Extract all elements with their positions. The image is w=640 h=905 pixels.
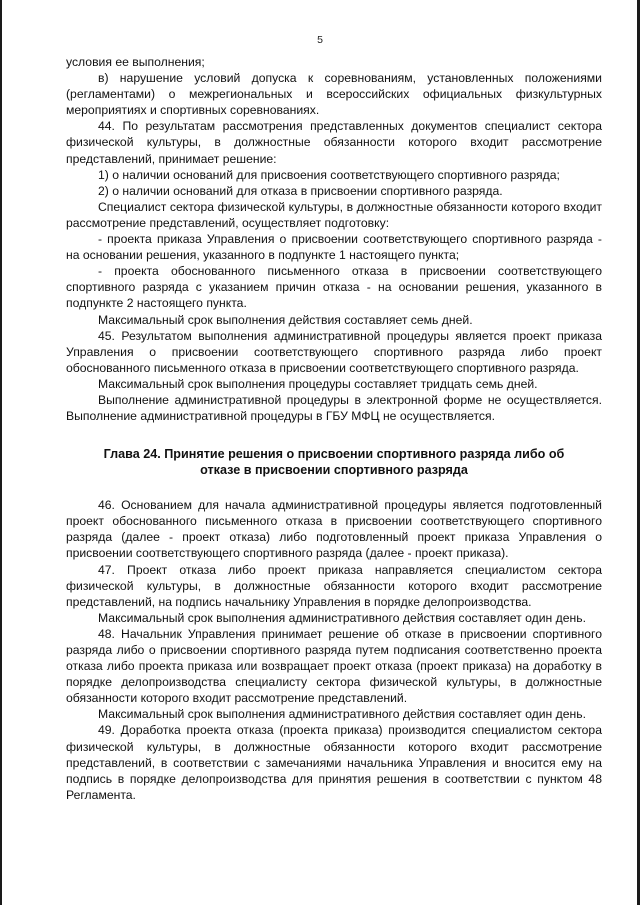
paragraph: Максимальный срок выполнения административного действия составляет один день. — [98, 610, 587, 625]
page-number: 5 — [317, 34, 323, 46]
paragraph: 44. По результатам рассмотрения представленных документов специалист сектора физической культуры, в должностные обязанности которого входит рассмотрение представлений, принимает решение: — [66, 119, 602, 166]
paragraph: - проекта обоснованного письменного отказа в присвоении соответствующего спортивного разряда с указанием причин отказа - на основании решения, указанного в подпункте 2 настоящего пункта. — [66, 264, 602, 311]
paragraph: Максимальный срок выполнения процедуры составляет тридцать семь дней. — [98, 376, 538, 391]
paragraph: 46. Основанием для начала административной процедуры является подготовленный проект обоснованного письменного отказа в присвоении соответствующего спортивного разряда (далее - проект отказа) либо подготовленный проект приказа Управления о присвоении соответствующего спортивного разряда (далее - проект приказа). — [66, 498, 602, 561]
paragraph: 2) о наличии оснований для отказа в присвоении спортивного разряда. — [98, 183, 503, 198]
chapter-heading-line-1: Глава 24. Принятие решения о присвоении спортивного разряда либо об — [103, 447, 565, 462]
paragraphs-after-heading — [66, 497, 602, 803]
paragraph: Выполнение административной процедуры в электронной форме не осуществляется. Выполнение административной процедуры в ГБУ МФЦ не осуществляется. — [66, 392, 602, 424]
chapter-heading — [66, 446, 602, 478]
paragraph: Максимальный срок выполнения административного действия составляет один день. — [98, 707, 587, 722]
paragraphs-before-heading — [66, 54, 602, 424]
paragraph: 48. Начальник Управления принимает решение об отказе в присвоении спортивного разряда либо о присвоении спортивного разряда путем подписания соответственно проекта отказа либо проекта приказа или возвращает проект отказа (проект приказа) на доработку в порядке делопроизводства специалисту сектора физической культуры, в должностные обязанности которого входит рассмотрение представлений. — [66, 626, 602, 706]
paragraph: Максимальный срок выполнения действия составляет семь дней. — [98, 312, 473, 327]
paragraph: - проекта приказа Управления о присвоении соответствующего спортивного разряда - на основании решения, указанного в подпункте 1 настоящего пункта; — [66, 232, 602, 263]
paragraph: в) нарушение условий допуска к соревнованиям, установленных положениями (регламентами) о межрегиональных и всероссийских официальных физкультурных мероприятиях и спортивных соревнованиях. — [66, 71, 602, 118]
page-left-edge — [0, 0, 2, 905]
paragraph: 45. Результатом выполнения административной процедуры является проект приказа Управления о присвоении соответствующего спортивного разряда либо проект обоснованного письменного отказа в присвоении соответствующего спортивного разряда. — [66, 328, 602, 375]
paragraph: условия ее выполнения; — [66, 55, 205, 69]
document-body — [66, 54, 602, 803]
paragraph: 49. Доработка проекта отказа (проекта приказа) производится специалистом сектора физической культуры, в должностные обязанности которого входит рассмотрение представлений, в соответствии с замечаниями начальника Управления и вносится ему на подпись в порядке делопроизводства для принятия решения в соответствии с пунктом 48 Регламента. — [66, 723, 602, 802]
paragraph: Специалист сектора физической культуры, в должностные обязанности которого входит рассмотрение представлений, осуществляет подготовку: — [66, 199, 602, 230]
paragraph: 47. Проект отказа либо проект приказа направляется специалистом сектора физической культуры, в должностные обязанности которого входит рассмотрение представлений, на подпись начальнику Управления в порядке делопроизводства. — [66, 562, 602, 609]
chapter-heading-line-2: отказе в присвоении спортивного разряда — [200, 463, 468, 478]
paragraph: 1) о наличии оснований для присвоения соответствующего спортивного разряда; — [98, 167, 560, 182]
